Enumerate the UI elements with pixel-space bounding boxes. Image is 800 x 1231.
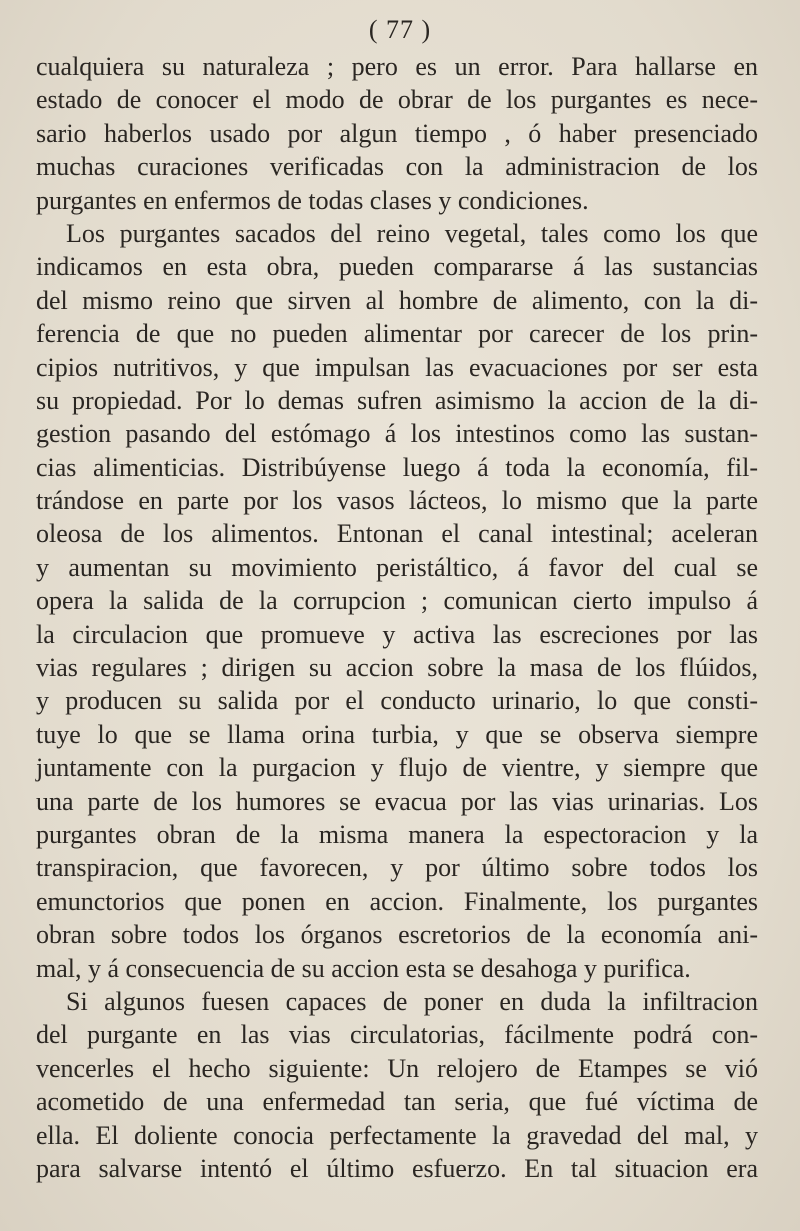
text-line: juntamente con la purgacion y flujo de vientre, y siempre que: [36, 753, 758, 783]
body-text: [36, 50, 758, 1185]
text-line: mal, y á consecuencia de su accion esta se desahoga y purifica.: [36, 953, 691, 983]
text-line: purgantes obran de la misma manera la espectoracion y la: [36, 819, 758, 849]
text-line: ferencia de que no pueden alimentar por carecer de los prin-: [36, 319, 758, 349]
text-line: para salvarse intentó el último esfuerzo. En tal situacion era: [36, 1153, 758, 1183]
text-line: indicamos en esta obra, pueden compararse á las sustancias: [36, 252, 758, 282]
text-line: la circulacion que promueve y activa las escreciones por las: [36, 619, 758, 649]
text-line: obran sobre todos los órganos escretorios de la economía ani-: [36, 920, 758, 950]
page-number: ( 77 ): [368, 15, 432, 44]
text-line: tuye lo que se llama orina turbia, y que se observa siempre: [36, 719, 758, 749]
text-line: Los purgantes sacados del reino vegetal, tales como los que: [66, 218, 758, 248]
text-line: cias alimenticias. Distribúyense luego á toda la economía, fil-: [36, 452, 758, 482]
text-line: del mismo reino que sirven al hombre de alimento, con la di-: [36, 285, 758, 315]
text-line: oleosa de los alimentos. Entonan el canal intestinal; aceleran: [36, 519, 758, 549]
text-line: del purgante en las vias circulatorias, fácilmente podrá con-: [36, 1020, 758, 1050]
text-line: cipios nutritivos, y que impulsan las evacuaciones por ser esta: [36, 352, 758, 382]
text-line: cualquiera su naturaleza ; pero es un error. Para hallarse en: [36, 52, 758, 81]
text-line: emunctorios que ponen en accion. Finalmente, los purgantes: [36, 886, 758, 916]
text-line: opera la salida de la corrupcion ; comunican cierto impulso á: [36, 586, 758, 616]
text-line: muchas curaciones verificadas con la administracion de los: [36, 152, 758, 182]
text-line: estado de conocer el modo de obrar de los purgantes es nece-: [36, 85, 758, 115]
text-line: una parte de los humores se evacua por las vias urinarias. Los: [36, 786, 758, 816]
text-line: purgantes en enfermos de todas clases y condiciones.: [36, 185, 589, 215]
text-line: acometido de una enfermedad tan seria, que fué víctima de: [36, 1087, 758, 1117]
text-line: vencerles el hecho siguiente: Un relojero de Etampes se vió: [36, 1053, 758, 1083]
text-line: transpiracion, que favorecen, y por último sobre todos los: [36, 853, 758, 883]
text-line: gestion pasando del estómago á los intestinos como las sustan-: [36, 419, 758, 449]
text-line: Si algunos fuesen capaces de poner en duda la infiltracion: [66, 986, 758, 1016]
text-line: trándose en parte por los vasos lácteos, lo mismo que la parte: [36, 486, 758, 516]
text-line: vias regulares ; dirigen su accion sobre la masa de los flúidos,: [36, 653, 758, 683]
text-line: su propiedad. Por lo demas sufren asimismo la accion de la di-: [36, 385, 758, 415]
text-line: y aumentan su movimiento peristáltico, á favor del cual se: [36, 552, 758, 582]
text-line: y producen su salida por el conducto urinario, lo que consti-: [36, 686, 758, 716]
text-line: ella. El doliente conocia perfectamente la gravedad del mal, y: [36, 1120, 758, 1150]
text-line: sario haberlos usado por algun tiempo , ó haber presenciado: [36, 118, 758, 148]
